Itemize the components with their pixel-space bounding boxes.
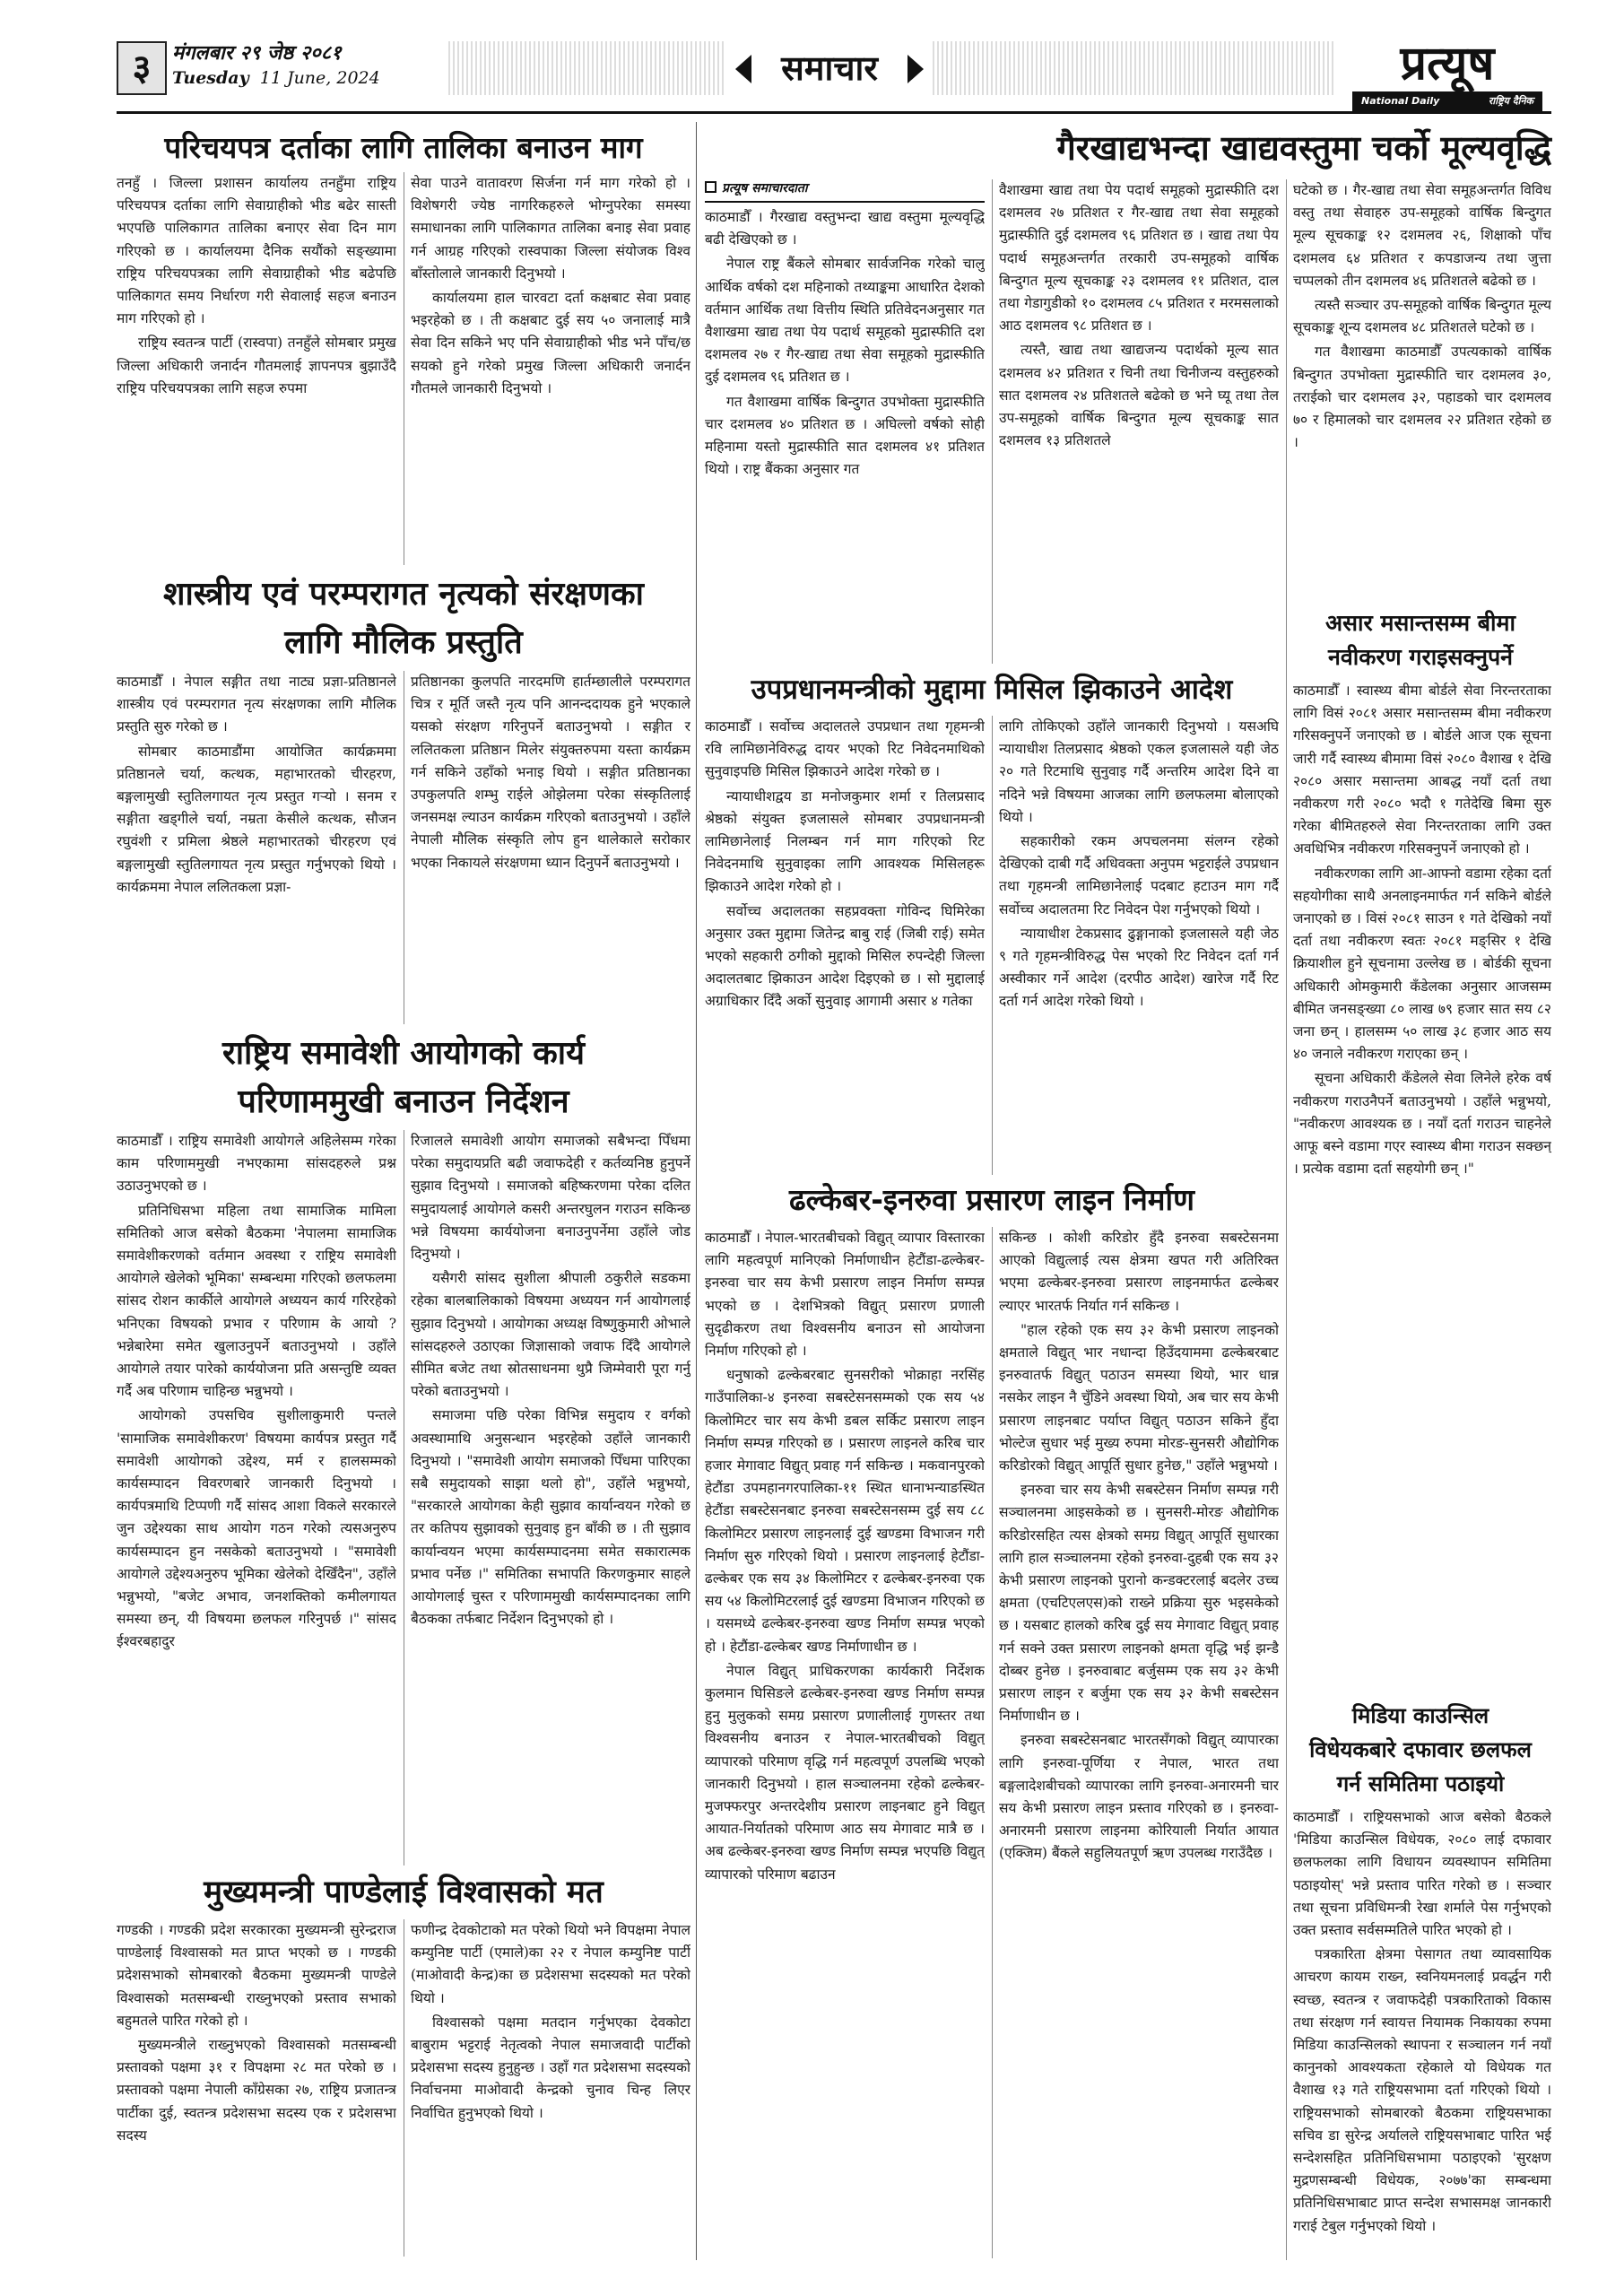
byline-text: प्रत्यूष समाचारदाता (722, 181, 808, 196)
dpm-para: न्यायाधीश टेकप्रसाद ढुङ्गानाको इजलासले यही जेठ ९ गते गृहमन्त्रीविरुद्ध पेस भएको रिट निवेदन दर्ता गर्न अस्वीकार गर्ने आदेश (दरपीठ आदेश) खारेज गर्दै रिट दर्ता गर्न आदेश गरेको थियो । (999, 925, 1279, 1010)
byline (705, 179, 974, 196)
headline-dpm: उपप्रधानमन्त्रीको मुद्दामा मिसिल झिकाउने आदेश (751, 674, 1233, 706)
idcard-col-2 (411, 172, 690, 565)
inflation-para: त्यस्तै, खाद्य तथा खाद्यजन्य पदार्थको मूल्य सात दशमलव ४२ प्रतिशत र चिनी तथा चिनीजन्य वस्तुहरुको सात दशमलव २४ प्रतिशतले बढेको छ भने घ्यू तथा तेल उप-समूहको वार्षिक बिन्दुगत मूल्य सूचकाङ्क सात दशमलव १३ प्रतिशतले (999, 342, 1279, 449)
headline-inflation: गैरखाद्यभन्दा खाद्यवस्तुमा चर्को मूल्यवृद्धि (1056, 128, 1551, 168)
byline-rule (705, 201, 985, 203)
column-divider (992, 179, 993, 664)
headline-insurance (1290, 606, 1551, 674)
power-para: नेपाल विद्युत् प्राधिकरणका कार्यकारी निर्देशक कुलमान घिसिङले ढल्केबर-इनरुवा खण्ड निर्माण सम्पन्न हुनु मुलुकको समग्र प्रसारण प्रणालीलाई गुणस्तर तथा विश्वसनीय बनाउन र नेपाल-भारतबीचको विद्युत् व्यापारको परिमाण वृद्धि गर्न महत्वपूर्ण उपलब्धि भएको जानकारी दिनुभयो । हाल सञ्चालनमा रहेको ढल्केबर-मुजफ्फरपुर अन्तरदेशीय प्रसारण लाइनबाट हुने विद्युत् आयात-निर्यातको परिमाण आठ सय मेगावाट मात्रै छ । अब ढल्केबर-इनरुवा खण्ड निर्माण सम्पन्न भएपछि विद्युत् व्यापारको परिमाण बढाउन (705, 1662, 985, 1883)
power-para: "हाल रहेको एक सय ३२ केभी प्रसारण लाइनको क्षमताले विद्युत् भार नधान्दा हिउँदयाममा ढल्केबरबाट इनरुवातर्फ विद्युत् पठाउन समस्या थियो, भार धान्न नसकेर लाइन नै चुँडिने अवस्था थियो, अब चार सय केभी प्रसारण लाइनबाट पर्याप्त विद्युत् पठाउन सकिने हुँदा भोल्टेज सुधार भई मुख्य रुपमा मोरङ-सुनसरी औद्योगिक करिडोरको विद्युत् आपूर्ति सुधार हुनेछ," उहाँले भन्नुभयो । (999, 1321, 1279, 1474)
power-para: इनरुवा चार सय केभी सबस्टेसन निर्माण सम्पन्न गरी सञ्चालनमा आइसकेको छ । सुनसरी-मोरङ औद्योगिक करिडोरसहित त्यस क्षेत्रको समग्र विद्युत् आपूर्ति सुधारका लागि हाल सञ्चालनमा रहेको इनरुवा-दुहबी एक सय ३२ केभी प्रसारण लाइनको पुरानो कन्डक्टरलाई बदलेर उच्च क्षमता (एचटिएलएस)को राख्ने प्रक्रिया सुरु भइसकेको छ । यसबाट हालको करिब दुई सय मेगावाट विद्युत् प्रवाह गर्न सक्ने उक्त प्रसारण लाइनको क्षमता वृद्धि भई झन्डै दोब्बर हुनेछ । इनरुवाबाट बर्जुसम्म एक सय ३२ केभी प्रसारण लाइन र बर्जुमा एक सय ३२ केभी सबस्टेसन निर्माणाधीन छ । (999, 1482, 1279, 1725)
headline-line: असार मसान्तसम्म बीमा (1325, 610, 1515, 636)
arrow-right-icon (908, 55, 924, 83)
inclusion-para: समाजमा पछि परेका विभिन्न समुदाय र वर्गको अवस्थामाथि अनुसन्धान भइरहेको उहाँले जानकारी दिनुभयो । "समावेशी आयोग समाजको पिँधमा पारिएका सबै समुदायको साझा थलो हो", उहाँले भन्नुभयो, "सरकारले आयोगका केही सुझाव कार्यान्वयन गरेको छ तर कतिपय सुझावको सुनुवाइ हुन बाँकी छ । ती सुझाव कार्यान्वयन भएमा कार्यसम्पादनमा समेत सकारात्मक प्रभाव पर्नेछ ।" समितिका सभापति किरणकुमार साहले आयोगलाई चुस्त र परिणाममुखी कार्यसम्पादनका लागि बैठकका तर्फबाट निर्देशन दिनुभएको हो । (411, 1407, 690, 1628)
idcard-para: सेवा पाउने वातावरण सिर्जना गर्न माग गरेको हो । विशेषगरी ज्येष्ठ नागरिकहरुले भोग्नुपरेका समस्या समाधानका लागि पालिकागत तालिका बनाइ सेवा प्रवाह गर्न आग्रह गरिएको रास्वपाका जिल्ला संयोजक विश्व बाँस्तोलाले जानकारी दिनुभयो । (411, 175, 690, 282)
section-divider (696, 122, 697, 2260)
inclusion-col-2 (411, 1130, 690, 1866)
power-col-1 (705, 1227, 985, 2258)
inclusion-col-1 (117, 1130, 396, 1866)
media-col (1293, 1806, 1551, 2258)
inflation-col-3 (1293, 179, 1551, 601)
dance-para: काठमाडौँ । नेपाल सङ्गीत तथा नाट्य प्रज्ञा-प्रतिष्ठानले शास्त्रीय एवं परम्परागत नृत्य संरक्षणका लागि मौलिक प्रस्तुति सुरु गरेको छ । (117, 674, 396, 735)
dpm-col-2 (999, 716, 1279, 1175)
power-para: काठमाडौँ । नेपाल-भारतबीचको विद्युत् व्यापार विस्तारका लागि महत्वपूर्ण मानिएको निर्माणाधीन हेटौंडा-ढल्केबर-इनरुवा चार सय केभी प्रसारण लाइन निर्माण सम्पन्न भएको छ । देशभित्रको विद्युत् प्रसारण प्रणाली सुदृढीकरण तथा विश्वसनीय बनाउन सो आयोजना निर्माण गरिएको हो । (705, 1230, 985, 1360)
dance-para: सोमबार काठमाडौंमा आयोजित कार्यक्रममा प्रतिष्ठानले चर्या, कत्थक, महाभारतको चीरहरण, बङ्गलामुखी स्तुतिलगायत नृत्य प्रस्तुत गऱ्यो । सनम र सङ्गीता खड्गीले चर्या, नम्रता केसीले कत्थक, सौजन रघुवंशी र प्रमिला श्रेष्ठले महाभारतको चीरहरण एवं बङ्गलामुखी स्तुतिलगायत नृत्य प्रस्तुत गर्नुभएको थियो । कार्यक्रममा नेपाल ललितकला प्रज्ञा- (117, 743, 396, 895)
inclusion-para: आयोगको उपसचिव सुशीलाकुमारी पन्तले 'सामाजिक समावेशीकरण' विषयमा कार्यपत्र प्रस्तुत गर्दै समावेशी आयोगको उद्देश्य, मर्म र हालसम्मको कार्यसम्पादन विवरणबारे जानकारी दिनुभयो । कार्यपत्रमाथि टिप्पणी गर्दै सांसद आशा विकले सरकारले जुन उद्देश्यका साथ आयोग गठन गरेको त्यसअनुरुप कार्यसम्पादन हुन नसकेको बताउनुभयो । "समावेशी आयोगले उद्देश्यअनुरुप भूमिका खेलेको देखिँदैन", उहाँले भन्नुभयो, "बजेट अभाव, जनशक्तिको कमीलगायत समस्या छन्, यी विषयमा छलफल गरिनुपर्छ ।" सांसद ईश्वरबहादुर (117, 1407, 396, 1650)
date-nepali: मंगलबार २९ जेष्ठ २०८१ (172, 42, 342, 65)
masthead-rule (117, 111, 1551, 114)
dance-col-2 (411, 671, 690, 1024)
insurance-para: काठमाडौँ । स्वास्थ्य बीमा बोर्डले सेवा निरन्तरताका लागि विसं २०८१ असार मसान्तसम्म बीमा नवीकरण गरिसक्नुपर्ने जनाएको छ । बोर्डले आज एक सूचना जारी गर्दै स्वास्थ्य बीमामा विसं २०८० वैशाख १ देखि २०८० असार मसान्तमा आबद्ध नयाँ दर्ता तथा नवीकरण गरी २०८० भदौ १ गतेदेखि बिमा सुरु गरेका बीमितहरुले सेवा निरन्तरताका लागि उक्त अवधिभित्र नवीकरण गरिसक्नुपर्ने जनाएको हो । (1293, 683, 1551, 857)
headline-line: गर्न समितिमा पठाइयो (1336, 1771, 1505, 1796)
headline-line: मिडिया काउन्सिल (1351, 1703, 1489, 1728)
power-para: सकिन्छ । कोशी करिडोर हुँदै इनरुवा सबस्टेसनमा आएको विद्युत्लाई त्यस क्षेत्रमा खपत गरी अतिरिक्त भएमा ढल्केबर-इनरुवा प्रसारण लाइनमार्फत ढल्केबर ल्याएर भारतर्फ निर्यात गर्न सकिन्छ । (999, 1230, 1279, 1314)
inflation-col-2 (999, 179, 1279, 664)
cm-col-1 (117, 1919, 396, 2257)
media-para: पत्रकारिता क्षेत्रमा पेसागत तथा व्यावसायिक आचरण कायम राख्न, स्वनियमनलाई प्रवर्द्धन गरी स्वच्छ, स्वतन्त्र र जवाफदेही पत्रकारिताको विकास तथा संरक्षण गर्न स्वायत्त नियामक निकायका रुपमा मिडिया काउन्सिलको स्थापना र सञ्चालन गर्न नयाँ कानुनको आवश्यकता रहेकाले यो विधेयक गत वैशाख १३ गते राष्ट्रियसभामा दर्ता गरिएको थियो । राष्ट्रियसभाको सोमबारको बैठकमा राष्ट्रियसभाका सचिव डा सुरेन्द्र अर्यालले राष्ट्रियसभाबाट पारित भई सन्देशसहित प्रतिनिधिसभामा पठाइएको 'सुरक्षण मुद्रणसम्बन्धी विधेयक, २०७७'का सम्बन्धमा प्रतिनिधिसभाबाट प्राप्त सन्देश सभासमक्ष जानकारी गराई टेबुल गर्नुभएको थियो । (1293, 1946, 1551, 2234)
idcard-col-1 (117, 172, 396, 565)
date-block (172, 41, 441, 95)
column-divider (992, 716, 993, 1175)
insurance-para: नवीकरणका लागि आ-आफ्नो वडामा रहेका दर्ता सहयोगीका साथै अनलाइनमार्फत गर्न सकिने बोर्डले जनाएको छ । विसं २०८१ साउन १ गते देखिको नयाँ दर्ता तथा नवीकरण स्वतः २०८१ मङ्सिर १ देखि क्रियाशील हुने सूचनामा उल्लेख छ । बोर्डकी सूचना अधिकारी ओमकुमारी कँडेलका अनुसार आजसम्म बीमित जनसङ्ख्या ८० लाख ७९ हजार सात सय ८२ जना छन् । हालसम्म ५० लाख ३८ हजार आठ सय ४० जनाले नवीकरण गराएका छन् । (1293, 865, 1551, 1063)
headline-line: नवीकरण गराइसक्नुपर्ने (1327, 644, 1514, 670)
inclusion-para: रिजालले समावेशी आयोग समाजको सबैभन्दा पिँधमा परेका समुदायप्रति बढी जवाफदेही र कर्तव्यनिष्ठ हुनुपर्ने सुझाव दिनुभयो । समाजको बहिष्करणमा परेका दलित समुदायलाई आयोगले कसरी अन्तरघुलन गराउन सकिन्छ भन्ने विषयमा कार्ययोजना बनाउनुपर्नेमा उहाँले जोड दिनुभयो । (411, 1133, 690, 1263)
masthead (117, 36, 1551, 118)
page-number: ३ (117, 41, 167, 95)
headline-line: शास्त्रीय एवं परम्परागत नृत्यको संरक्षणका (162, 576, 645, 613)
column-divider (1286, 179, 1287, 2260)
inflation-para: घटेको छ । गैर-खाद्य तथा सेवा समूहअन्तर्गत विविध वस्तु तथा सेवाहरु उप-समूहको वार्षिक बिन्दुगत मूल्य सूचकाङ्क १२ दशमलव २६, शिक्षाको पाँच दशमलव ६४ प्रतिशत र कपडाजन्य तथा जुत्ता चप्पलको तीन दशमलव ४६ प्रतिशतले बढेको छ । (1293, 182, 1551, 289)
inflation-para: त्यस्तै सञ्चार उप-समूहको वार्षिक बिन्दुगत मूल्य सूचकाङ्क शून्य दशमलव ४८ प्रतिशतले घटेको छ । (1293, 297, 1551, 336)
dpm-para: काठमाडौँ । सर्वोच्च अदालतले उपप्रधान तथा गृहमन्त्री रवि लामिछानेविरुद्ध दायर भएको रिट निवेदनमाथिको सुनुवाइपछि मिसिल झिकाउने आदेश गरेको छ । (705, 718, 985, 780)
inflation-para: नेपाल राष्ट्र बैंकले सोमबार सार्वजनिक गरेको चालु आर्थिक वर्षको दश महिनाको तथ्याङ्कमा आधारित देशको वर्तमान आर्थिक तथा वित्तीय स्थिति प्रतिवेदनअनुसार गत वैशाखमा खाद्य तथा पेय पदार्थ समूहको मुद्रास्फीति दश दशमलव २७ र गैर-खाद्य तथा सेवा समूहको मुद्रास्फीति दुई दशमलव ९६ प्रतिशत छ । (705, 256, 985, 386)
inclusion-para: यसैगरी सांसद सुशीला श्रीपाली ठकुरीले सडकमा रहेका बालबालिकाको विषयमा अध्ययन गर्न आयोगलाई सुझाव दिनुभयो । आयोगका अध्यक्ष विष्णुकुमारी ओभाले सांसदहरुले उठाएका जिज्ञासाको जवाफ दिँदै आयोगले सीमित बजेट तथा स्रोतसाधनमा थुप्रै जिम्मेवारी पूरा गर्नु परेको बताउनुभयो । (411, 1270, 690, 1400)
date-day: Tuesday (172, 68, 249, 88)
inflation-para: गत वैशाखमा वार्षिक बिन्दुगत उपभोक्ता मुद्रास्फीति चार दशमलव ४० प्रतिशत छ । अघिल्लो वर्षको सोही महिनामा यस्तो मुद्रास्फीति सात दशमलव ४१ प्रतिशत थियो । राष्ट्र बैंकका अनुसार गत (705, 393, 985, 478)
inflation-para: वैशाखमा खाद्य तथा पेय पदार्थ समूहको मुद्रास्फीति दश दशमलव २७ प्रतिशत र गैर-खाद्य तथा सेवा समूहको मुद्रास्फीति दुई दशमलव ९६ प्रतिशत छ । खाद्य तथा पेय पदार्थ समूहअन्तर्गत तरकारी उप-समूहको वार्षिक बिन्दुगत मूल्य सूचकाङ्क २३ दशमलव ११ प्रतिशत, दाल तथा गेडागुडीको १० दशमलव ८५ प्रतिशत र मरमसलाको आठ दशमलव ९८ प्रतिशत छ । (999, 182, 1279, 335)
dpm-para: सर्वोच्च अदालतका सहप्रवक्ता गोविन्द घिमिरेका अनुसार उक्त मुद्दामा जितेन्द्र बाबु राई (जिबी राई) समेत भएको सहकारी ठगीको मुद्दाको मिसिल रुपन्देही जिल्ला अदालतबाट झिकाउन आदेश दिइएको छ । सो मुद्दालाई अग्राधिकार दिँदै अर्को सुनुवाइ आगामी असार ४ गतेका (705, 902, 985, 1010)
power-para: इनरुवा सबस्टेसनबाट भारतसँगको विद्युत् व्यापारका लागि इनरुवा-पूर्णिया र नेपाल, भारत तथा बङ्गलादेशबीचको व्यापारका लागि इनरुवा-अनारमनी चार सय केभी प्रसारण लाइन प्रस्ताव गरिएको छ । इनरुवा-अनारमनी प्रसारण लाइनमा कोरियाली निर्यात आयात (एक्जिम) बैंकले सहुलियतपूर्ण ऋण उपलब्ध गराउँदैछ । (999, 1732, 1279, 1862)
cm-para: फणीन्द्र देवकोटाको मत परेको थियो भने विपक्षमा नेपाल कम्युनिष्ट पार्टी (एमाले)का २२ र नेपाल कम्युनिष्ट पार्टी (माओवादी केन्द्र)का छ प्रदेशसभा सदस्यको मत परेको थियो । (411, 1922, 690, 2006)
header-pattern-left (448, 41, 726, 95)
inflation-para: काठमाडौँ । गैरखाद्य वस्तुभन्दा खाद्य वस्तुमा मूल्यवृद्धि बढी देखिएको छ । (705, 209, 985, 248)
insurance-para: सूचना अधिकारी कँडेलले सेवा लिनेले हरेक वर्ष नवीकरण गराउनैपर्ने बताउनुभयो । उहाँले भन्नुभयो, "नवीकरण आवश्यक छ । नयाँ दर्ता गराउन चाहनेले आफू बस्ने वडामा गएर स्वास्थ्य बीमा गराउन सक्छन् । प्रत्येक वडामा दर्ता सहयोगी छन् ।" (1293, 1070, 1551, 1178)
idcard-para: तनहुँ । जिल्ला प्रशासन कार्यालय तनहुँमा राष्ट्रिय परिचयपत्र दर्ताका लागि सेवाग्राहीको भीड बढेर सास्ती भएपछि पालिकागत तालिका बनाएर सेवा दिन माग गरिएको छ । कार्यालयमा दैनिक सयौंको सङ्ख्यामा राष्ट्रिय परिचयपत्रका लागि सेवाग्राहीको भीड बढेपछि पालिकागत समय निर्धारण गरी सेवालाई सहज बनाउन माग गरिएको हो । (117, 175, 396, 327)
inflation-col-1 (705, 206, 985, 664)
headline-line: लागि मौलिक प्रस्तुति (284, 624, 523, 661)
idcard-para: कार्यालयमा हाल चारवटा दर्ता कक्षबाट सेवा प्रवाह भइरहेको छ । ती कक्षबाट दुई सय ५० जनालाई मात्रै सेवा दिन सकिने भए पनि सेवाग्राहीको भीड भने पाँच/छ सयको हुने गरेको प्रमुख जिल्ला अधिकारी जनार्दन गौतमले जानकारी दिनुभयो । (411, 290, 690, 396)
inclusion-para: काठमाडौँ । राष्ट्रिय समावेशी आयोगले अहिलेसम्म गरेका काम परिणाममुखी नभएकामा सांसदहरुले प्रश्न उठाउनुभएको छ । (117, 1133, 396, 1195)
header-pattern-right (933, 41, 1336, 95)
cm-col-2 (411, 1919, 690, 2257)
newspaper-logo (1343, 36, 1551, 113)
headline-line: राष्ट्रिय समावेशी आयोगको कार्य (222, 1035, 585, 1072)
headline-idcard: परिचयपत्र दर्ताका लागि तालिका बनाउन माग (164, 130, 643, 165)
dpm-para: न्यायाधीशद्वय डा मनोजकुमार शर्मा र तिलप्रसाद श्रेष्ठको संयुक्त इजलासले सोमबार उपप्रधानमन्त्री लामिछानेलाई निलम्बन गर्न माग गरिएको रिट निवेदनमाथि सुनुवाइका लागि आवश्यक मिसिलहरू झिकाउने आदेश गरेको हो । (705, 787, 985, 895)
media-para: काठमाडौँ । राष्ट्रियसभाको आज बसेको बैठकले 'मिडिया काउन्सिल विधेयक, २०८० लाई दफावार छलफलका लागि विधायन व्यवस्थापन समितिमा पठाइयोस्' भन्ने प्रस्ताव पारित गरेको छ । सञ्चार तथा सूचना प्रविधिमन्त्री रेखा शर्माले पेस गर्नुभएको उक्त प्रस्ताव सर्वसम्मतिले पारित भएको हो । (1293, 1809, 1551, 1939)
headline-line: विधेयकबारे दफावार छलफल (1309, 1737, 1532, 1762)
dance-col-1 (117, 671, 396, 1024)
logo-text: प्रत्यूष (1400, 37, 1495, 91)
headline-dance (117, 570, 690, 667)
cm-para: गण्डकी । गण्डकी प्रदेश सरकारका मुख्यमन्त्री सुरेन्द्रराज पाण्डेलाई विश्वासको मत प्राप्त भएको छ । गण्डकी प्रदेशसभाको सोमबारको बैठकमा मुख्यमन्त्री पाण्डेले विश्वासको मतसम्बन्धी राख्नुभएको प्रस्ताव सभाको बहुमतले पारित गरेको हो । (117, 1922, 396, 2029)
headline-line: परिणाममुखी बनाउन निर्देशन (238, 1083, 569, 1120)
section-title: समाचार (781, 48, 878, 88)
inclusion-para: प्रतिनिधिसभा महिला तथा सामाजिक मामिला समितिको आज बसेको बैठकमा 'नेपालमा सामाजिक समावेशीकरणको वर्तमान अवस्था र राष्ट्रिय समावेशी आयोगले खेलेको भूमिका' सम्बन्धमा गरिएको छलफलमा सांसद रोशन कार्कीले आयोगले अध्ययन कार्य गरिरहेको भनिएका विषयको प्रभाव र परिणाम के आयो ? भन्नेबारेमा समेत खुलाउनुपर्ने बताउनुभयो । उहाँले आयोगले तयार पारेको कार्ययोजना प्रति असन्तुष्टि व्यक्त गर्दै अब परिणाम चाहिन्छ भन्नुभयो । (117, 1202, 396, 1400)
inflation-para: गत वैशाखमा काठमाडौँ उपत्यकाको वार्षिक बिन्दुगत उपभोक्ता मुद्रास्फीति चार दशमलव ३०, तराईको चार दशमलव ३२, पहाडको चार दशमलव ७० र हिमालको चार दशमलव २२ प्रतिशत रहेको छ । (1293, 344, 1551, 451)
idcard-para: राष्ट्रिय स्वतन्त्र पार्टी (रास्वपा) तनहुँले सोमबार प्रमुख जिल्ला अधिकारी जनार्दन गौतमलाई ज्ञापनपत्र बुझाउँदै राष्ट्रिय परिचयपत्रका लागि सहज रुपमा (117, 335, 396, 396)
power-col-2 (999, 1227, 1279, 2258)
date-value: 11 June, 2024 (259, 68, 380, 88)
dpm-col-1 (705, 716, 985, 1175)
logo-tag-en: National Daily (1361, 95, 1440, 107)
dance-para: प्रतिष्ठानका कुलपति नारदमणि हार्तम्छालीले परम्परागत चित्र र मूर्ति जस्तै नृत्य पनि आनन्ददायक हुने भएकाले यसको संरक्षण गरिनुपर्ने बताउनुभयो । सङ्गीत र ललितकला प्रतिष्ठान मिलेर संयुक्तरुपमा यस्ता कार्यक्रम गर्न सकिने उहाँको भनाइ थियो । सङ्गीत प्रतिष्ठानका उपकुलपति शम्भु राईले ओझेलमा परेका संस्कृतिलाई जनसमक्ष ल्याउन कार्यक्रम गरिएको बताउनुभयो । उहाँले नेपाली मौलिक संस्कृति लोप हुन थालेकाले सरोकार भएका निकायले संरक्षणमा ध्यान दिनुपर्ने बताउनुभयो । (411, 674, 690, 871)
cm-para: विश्वासको पक्षमा मतदान गर्नुभएका देवकोटा बाबुराम भट्टराई नेतृत्वको नेपाल समाजवादी पार्टीको प्रदेशसभा सदस्य हुनुहुन्छ । उहाँ गत प्रदेशसभा सदस्यको निर्वाचनमा माओवादी केन्द्रको चुनाव चिन्ह लिएर निर्वाचित हुनुभएको थियो । (411, 2013, 690, 2121)
headline-media (1290, 1699, 1551, 1801)
dpm-para: सहकारीको रकम अपचलनमा संलग्न रहेको देखिएको दाबी गर्दै अधिवक्ता अनुपम भट्टराईले उपप्रधान तथा गृहमन्त्री लामिछानेलाई पदबाट हटाउन माग गर्दै सर्वोच्च अदालतमा रिट निवेदन पेश गर्नुभएको थियो । (999, 833, 1279, 918)
date-english (172, 66, 441, 90)
insurance-col (1293, 680, 1551, 1693)
dpm-para: लागि तोकिएको उहाँले जानकारी दिनुभयो । यसअघि न्यायाधीश तिलप्रसाद श्रेष्ठको एकल इजलासले यही जेठ २० गते रिटमाथि सुनुवाइ गर्दै अन्तरिम आदेश दिने वा नदिने भन्ने विषयमा आजका लागि छलफलमा बोलाएको थियो । (999, 718, 1279, 825)
headline-cm: मुख्यमन्त्री पाण्डेलाई विश्वासको मत (204, 1874, 604, 1910)
logo-tag-np: राष्ट्रिय दैनिक (1488, 95, 1533, 107)
column-divider (992, 1227, 993, 2258)
logo-tagline (1352, 91, 1542, 111)
section-banner (735, 39, 924, 97)
newspaper-page (117, 36, 1551, 2260)
cm-para: मुख्यमन्त्रीले राख्नुभएको विश्वासको मतसम्बन्धी प्रस्तावको पक्षमा ३१ र विपक्षमा २८ मत परेको छ । प्रस्तावको पक्षमा नेपाली काँग्रेसका २७, राष्ट्रिय प्रजातन्त्र पार्टीका दुई, स्वतन्त्र प्रदेशसभा सदस्य एक र प्रदेशसभा सदस्य (117, 2037, 396, 2144)
arrow-left-icon (735, 55, 751, 83)
power-para: धनुषाको ढल्केबरबाट सुनसरीको भोक्राहा नरसिंह गाउँपालिका-४ इनरुवा सबस्टेसनसम्मको एक सय ५४ किलोमिटर चार सय केभी डबल सर्किट प्रसारण लाइन निर्माण सम्पन्न गरिएको छ । प्रसारण लाइनले करिब चार हजार मेगावाट विद्युत् प्रवाह गर्न सकिन्छ । मकवानपुरको हेटौंडा उपमहानगरपालिका-११ स्थित धानाभन्याङस्थित हेटौंडा सबस्टेसनबाट इनरुवा सबस्टेसनसम्म दुई सय ८८ किलोमिटर प्रसारण लाइनलाई दुई खण्डमा विभाजन गरी निर्माण सुरु गरिएको थियो । प्रसारण लाइनलाई हेटौंडा-ढल्केबर एक सय ३४ किलोमिटर र ढल्केबर-इनरुवा एक सय ५४ किलोमिटरलाई दुई खण्डमा विभाजन गरिएको छ । यसमध्ये ढल्केबर-इनरुवा खण्ड निर्माण सम्पन्न भएको हो । हेटौंडा-ढल्केबर खण्ड निर्माणाधीन छ । (705, 1367, 985, 1655)
checkbox-icon (705, 181, 716, 193)
headline-inclusion (117, 1030, 690, 1126)
headline-power: ढल्केबर-इनरुवा प्रसारण लाइन निर्माण (789, 1182, 1194, 1217)
